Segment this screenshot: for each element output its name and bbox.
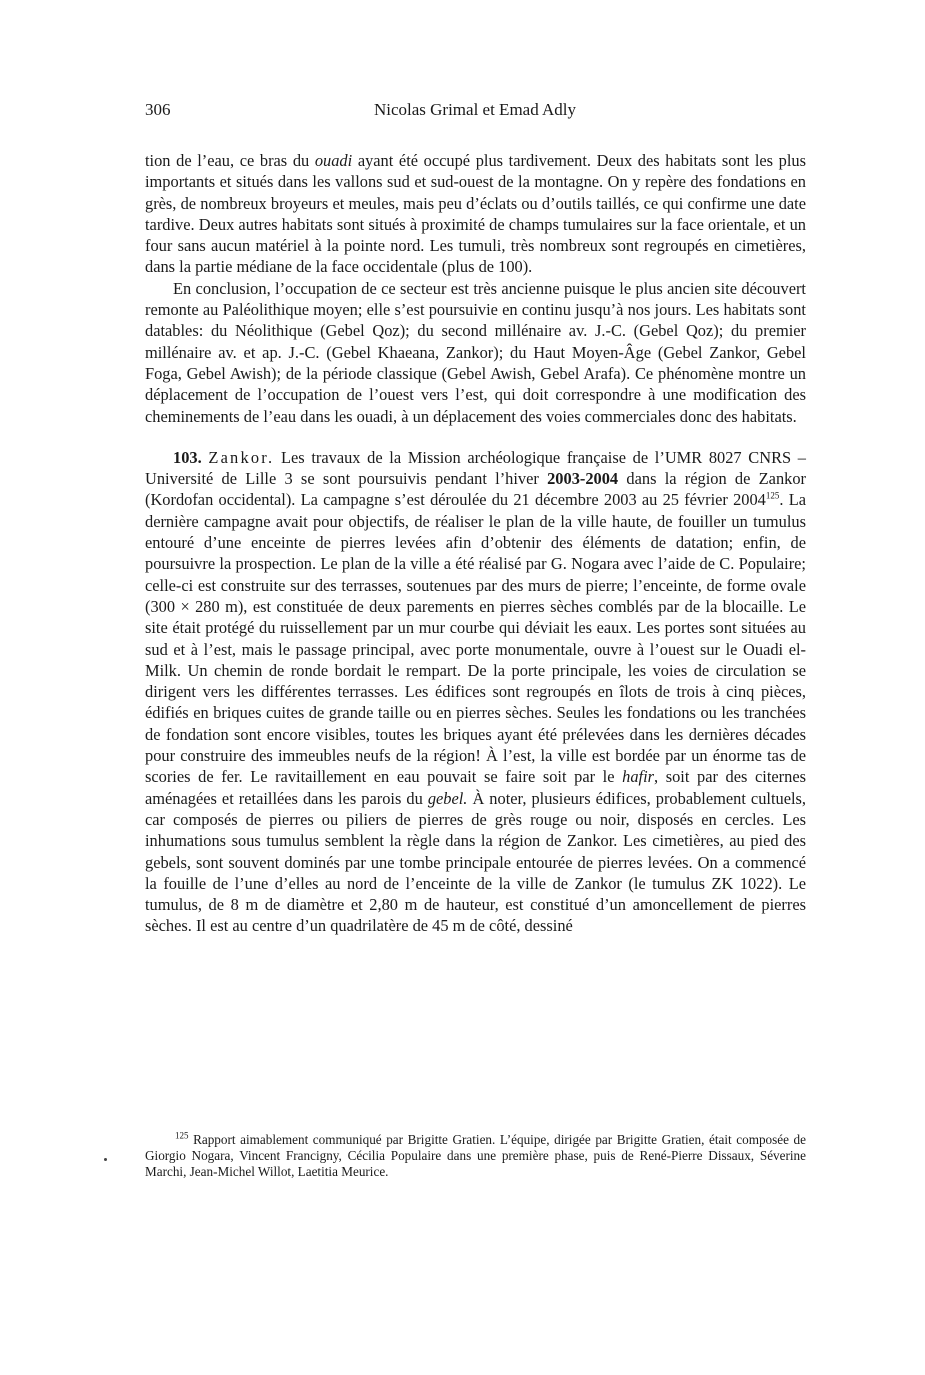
p3-bold-years: 2003-2004 (547, 469, 619, 489)
paragraph-2: En conclusion, l’occupation de ce secteur est très ancienne puisque le plus ancien site découvert remonte au Paléolithique moyen; elle s’est poursuivie en continu jusqu’à nos jours. Les habitats sont datables: du Néolithique (Gebel Qoz); du second millénaire av. J.-C. (Gebel Qoz); du premier millénaire av. et ap. J.-C. (Gebel Khaeana, Zankor); du Haut Moyen-Âge (Gebel Zankor, Gebel Foga, Gebel Awish); de la période classique (Gebel Awish, Gebel Arafa). Ce phénomène montre un déplacement de l’occupation de l’ouest vers l’est, qui doit correspondre à une modification des cheminements de l’eau dans les ouadi, à un déplacement des voies commerciales donc des habitats. (145, 278, 806, 426)
p3-text-4: , soit par des citernes aménagées et retaillées dans les parois du (145, 767, 806, 808)
p3-italic-gebel: gebel. (427, 788, 468, 808)
running-head: Nicolas Grimal et Emad Adly (373, 100, 577, 119)
footnote-ref[interactable]: 125 (765, 490, 780, 501)
p1-italic-ouadi: ouadi (314, 151, 353, 170)
footnote-text: Rapport aimablement communiqué par Brigitte Gratien. L’équipe, dirigée par Brigitte Gratien, était composée de Giorgio Nogara, Vincent Francigny, Cécilia Populaire dans une première phase, puis de René-Pierre Dissaux, Séverine Marchi, Jean-Michel Willot, Laetitia Meurice. (145, 1132, 806, 1179)
p3-italic-hafir: hafir (622, 767, 655, 787)
section-number: 103. (173, 447, 202, 467)
section-title: Zankor. (208, 447, 275, 467)
p3-text-3: . La dernière campagne avait pour objectifs, de réaliser le plan de la ville haute, de fouiller un tumulus entouré d’une enceinte de pierres levées afin d’obtenir des éléments de datation; enfin, de poursuivre la prospection. Le plan de la ville a été réalisé par G. Nogara avec l’aide de C. Populaire; celle-ci est construite sur des terrasses, soutenues par des murs de pierre; l’enceinte, de forme ovale (300 × 280 m), est constituée de deux parements en pierres sèches comblés par de la blocaille. Le site était protégé du ruissellement par un mur courbe qui déviait les eaux. Les portes sont situées au sud et à l’est, mais le passage principal, avec porte monumentale, ouvre à l’ouest sur le Ouadi el-Milk. Un chemin de ronde bordait le rempart. De la porte principale, les voies de circulation se dirigent vers les différentes terrasses. Les édifices sont regroupés en îlots de trois à cinq pièces, édifiés en briques cuites de grande taille ou en pierres sèches. Seules les fondations ou les tranchées de fondation sont encore visibles, toutes les briques ayant été prélevées dans les dernières décades pour construire des immeubles neufs de la région! À l’est, la ville est bordée par un énorme tas de scories de fer. Le ravitaillement en eau pouvait se faire soit par le (145, 490, 806, 787)
paragraph-3 (145, 447, 806, 937)
margin-dot (104, 1158, 107, 1161)
p1-text-1: tion de l’eau, ce bras du (145, 151, 315, 170)
page-header (145, 100, 805, 128)
p3-text-5: À noter, plusieurs édifices, probablement cultuels, car composés de pierres ou piliers de pierres de grès rouge ou noir, disposés en cercles. Les inhumations sous tumulus semblent la règle dans la région de Zankor. Les cimetières, au pied des gebels, sont souvent dominés par une tombe principale entourée de pierres levées. On a commencé la fouille de l’une d’elles au nord de l’enceinte de la ville de Zankor (le tumulus ZK 1022). Le tumulus, de 8 m de diamètre et 2,80 m de hauteur, est constitué d’un amoncellement de pierres sèches. Il est au centre d’un quadrilatère de 45 m de côté, dessiné (145, 788, 806, 936)
footnote (145, 1132, 806, 1179)
footnote-125 (145, 1132, 806, 1179)
p3-text-1: Les travaux de la Mission archéologique française de l’UMR 8027 CNRS – Université de Lille 3 se sont poursuivis pendant l’hiver (145, 447, 806, 489)
p1-text-2: ayant été occupé plus tardivement. Deux des habitats sont les plus importants et situés dans les vallons sud et sud-ouest de la montagne. On y repère des fondations en grès, de nombreux broyeurs et meules, mais peu d’éclats ou d’outils taillés, ce qui confirme une date tardive. Deux autres habitats sont situés à proximité de champs tumulaires sur la face orientale, et un four sans aucun matériel à la pointe nord. Les tumuli, très nombreux sont regroupés en cimetières, dans la partie médiane de la face occidentale (plus de 100). (145, 151, 806, 277)
footnote-number: 125 (175, 1130, 189, 1141)
paragraph-1 (145, 150, 806, 278)
page-number: 306 (145, 100, 171, 119)
body-text (145, 150, 806, 937)
p3-text-2: dans la région de Zankor (Kordofan occidental). La campagne s’est déroulée du 21 décembre 2003 au 25 février 2004 (145, 469, 806, 510)
